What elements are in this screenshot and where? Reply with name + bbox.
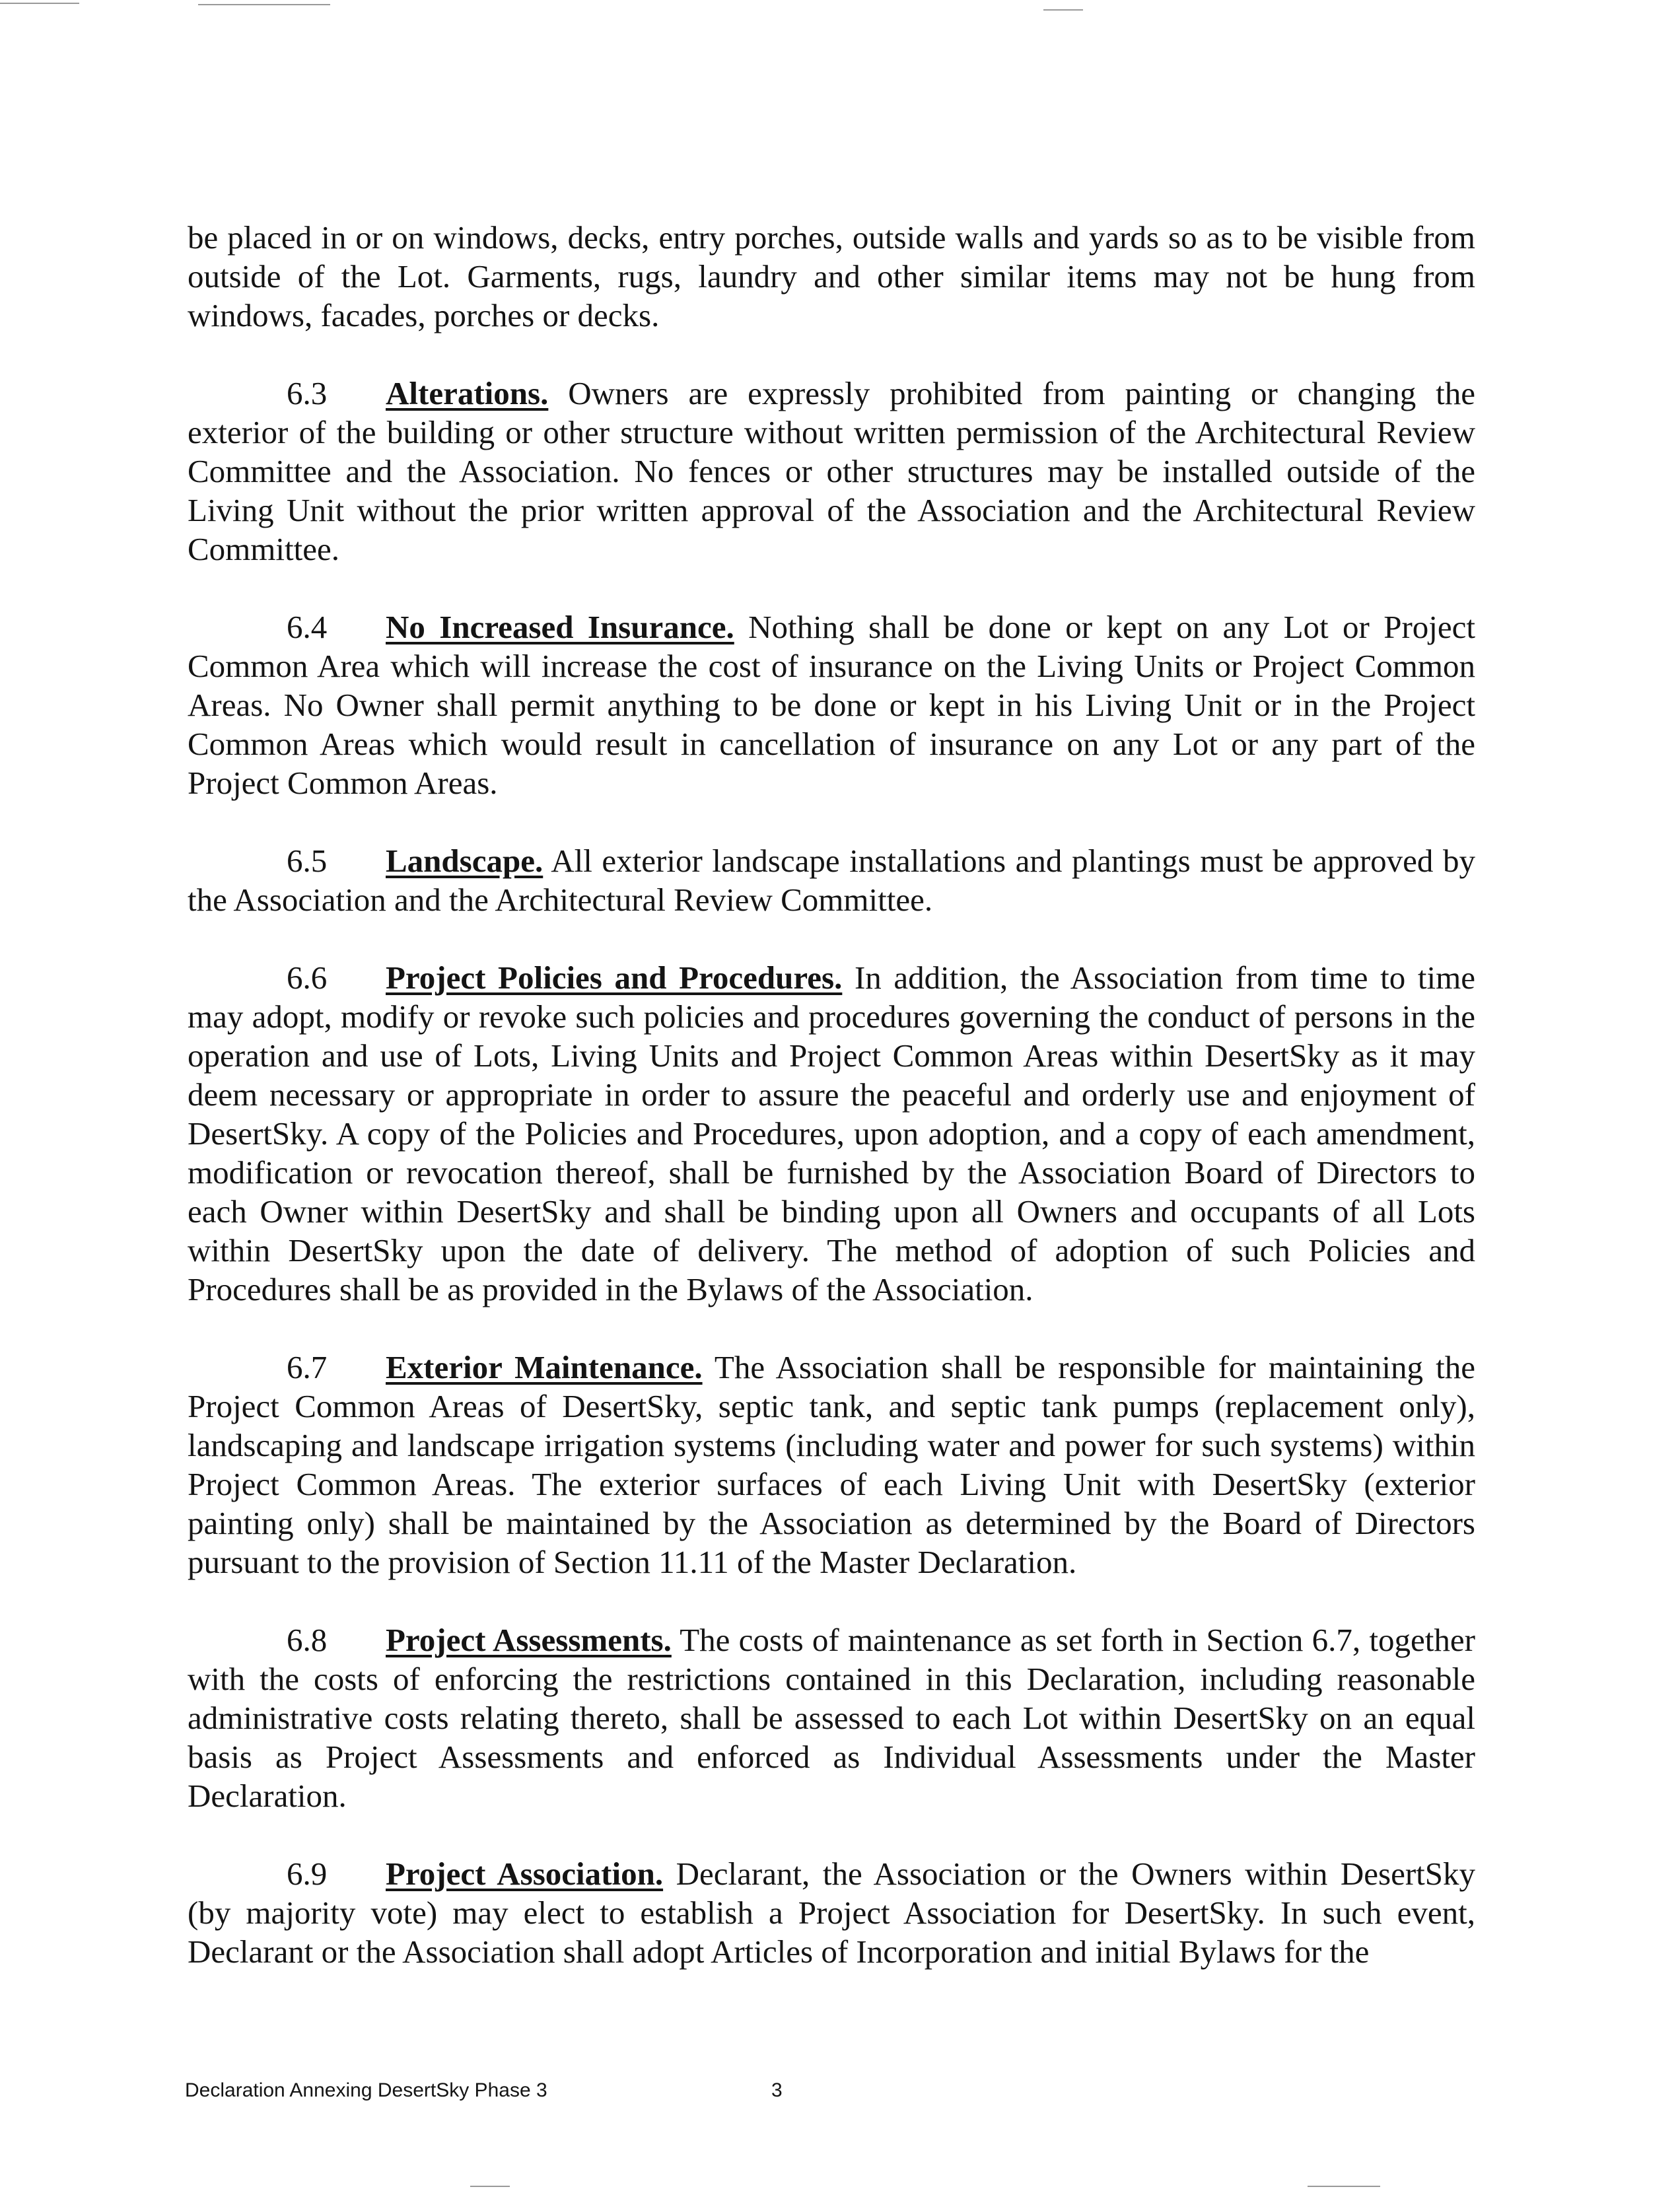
section-6-5 (188, 841, 1475, 919)
section-heading: Landscape. (386, 843, 543, 879)
section-text: Nothing shall be done or kept on any Lot or Project Common Area which will increase the cost of insurance on the Living Units or Project Common Areas. No Owner shall permit anything to be done or kept in his Living Unit or in the Project Common Areas which would result in cancellation of insurance on any Lot or any part of the Project Common Areas. (188, 609, 1475, 801)
section-text: All exterior landscape installations and plantings must be approved by the Association and the Architectural Review Committee. (188, 843, 1476, 918)
section-number: 6.6 (287, 959, 328, 996)
scan-artifact-top (198, 4, 330, 5)
section-text: The Association shall be responsible for maintaining the Project Common Areas of DesertSky, septic tank, and septic tank pumps (replacement only), landscaping and landscape irrigation systems (including water and power for such systems) within Project Common Areas. The exterior surfaces of each Living Unit with DesertSky (exterior painting only) shall be maintained by the Association as determined by the Board of Directors pursuant to the provision of Section 11.11 of the Master Declaration. (188, 1349, 1476, 1580)
section-heading: Exterior Maintenance. (386, 1349, 703, 1385)
section-6-3 (188, 374, 1475, 569)
section-heading: Project Assessments. (386, 1622, 672, 1658)
section-text: The costs of maintenance as set forth in Section 6.7, together with the costs of enforcing the restrictions contained in this Declaration, including reasonable administrative costs relating thereto, shall be assessed to each Lot within DesertSky on an equal basis as Project Assessments and enforced as Individual Assessments under the Master Declaration. (188, 1622, 1475, 1814)
document-body (188, 218, 1475, 2010)
section-text: In addition, the Association from time to time may adopt, modify or revoke such policies and procedures governing the conduct of persons in the operation and use of Lots, Living Units and Project Common Areas within DesertSky as it may deem necessary or appropriate in order to assure the peaceful and orderly use and enjoyment of DesertSky. A copy of the Policies and Procedures, upon adoption, and a copy of each amendment, modification or revocation thereof, shall be furnished by the Association Board of Directors to each Owner within DesertSky and shall be binding upon all Owners and occupants of all Lots within DesertSky upon the date of delivery. The method of adoption of such Policies and Procedures shall be as provided in the Bylaws of the Association. (188, 959, 1475, 1307)
section-6-4 (188, 608, 1475, 802)
footer-page-number: 3 (771, 2079, 783, 2101)
section-6-6 (188, 958, 1475, 1309)
section-heading: Project Association. (386, 1856, 664, 1892)
section-text: Declarant, the Association or the Owners within DesertSky (by majority vote) may elect to establish a Project Association for DesertSky. In such event, Declarant or the Association shall adopt Articles of Incorporation and initial Bylaws for the (188, 1856, 1476, 1970)
scan-artifact-bottom (470, 2186, 510, 2187)
section-text: Owners are expressly prohibited from painting or changing the exterior of the building or other structure without written permission of the Architectural Review Committee and the Association. No fences or other structures may be installed outside of the Living Unit without the prior written approval of the Association and the Architectural Review Committee. (188, 375, 1475, 567)
section-number: 6.3 (287, 375, 328, 411)
section-6-7 (188, 1348, 1475, 1581)
scan-artifact-top (1043, 9, 1083, 11)
section-number: 6.4 (287, 609, 328, 645)
section-heading: Project Policies and Procedures. (386, 959, 843, 996)
section-number: 6.5 (287, 843, 328, 879)
footer-document-title: Declaration Annexing DesertSky Phase 3 (185, 2079, 547, 2101)
section-6-8 (188, 1620, 1475, 1815)
scan-artifact-top (0, 3, 79, 4)
section-number: 6.7 (287, 1349, 328, 1385)
scan-artifact-bottom (1308, 2186, 1380, 2187)
section-heading: No Increased Insurance. (386, 609, 734, 645)
section-number: 6.8 (287, 1622, 328, 1658)
section-6-9 (188, 1854, 1475, 1971)
section-heading: Alterations. (386, 375, 549, 411)
continuation-paragraph: be placed in or on windows, decks, entry porches, outside walls and yards so as to be visible from outside of the Lot. Garments, rugs, laundry and other similar items may not be hung from windows, facades, porches or decks. (188, 219, 1475, 333)
section-number: 6.9 (287, 1856, 328, 1892)
